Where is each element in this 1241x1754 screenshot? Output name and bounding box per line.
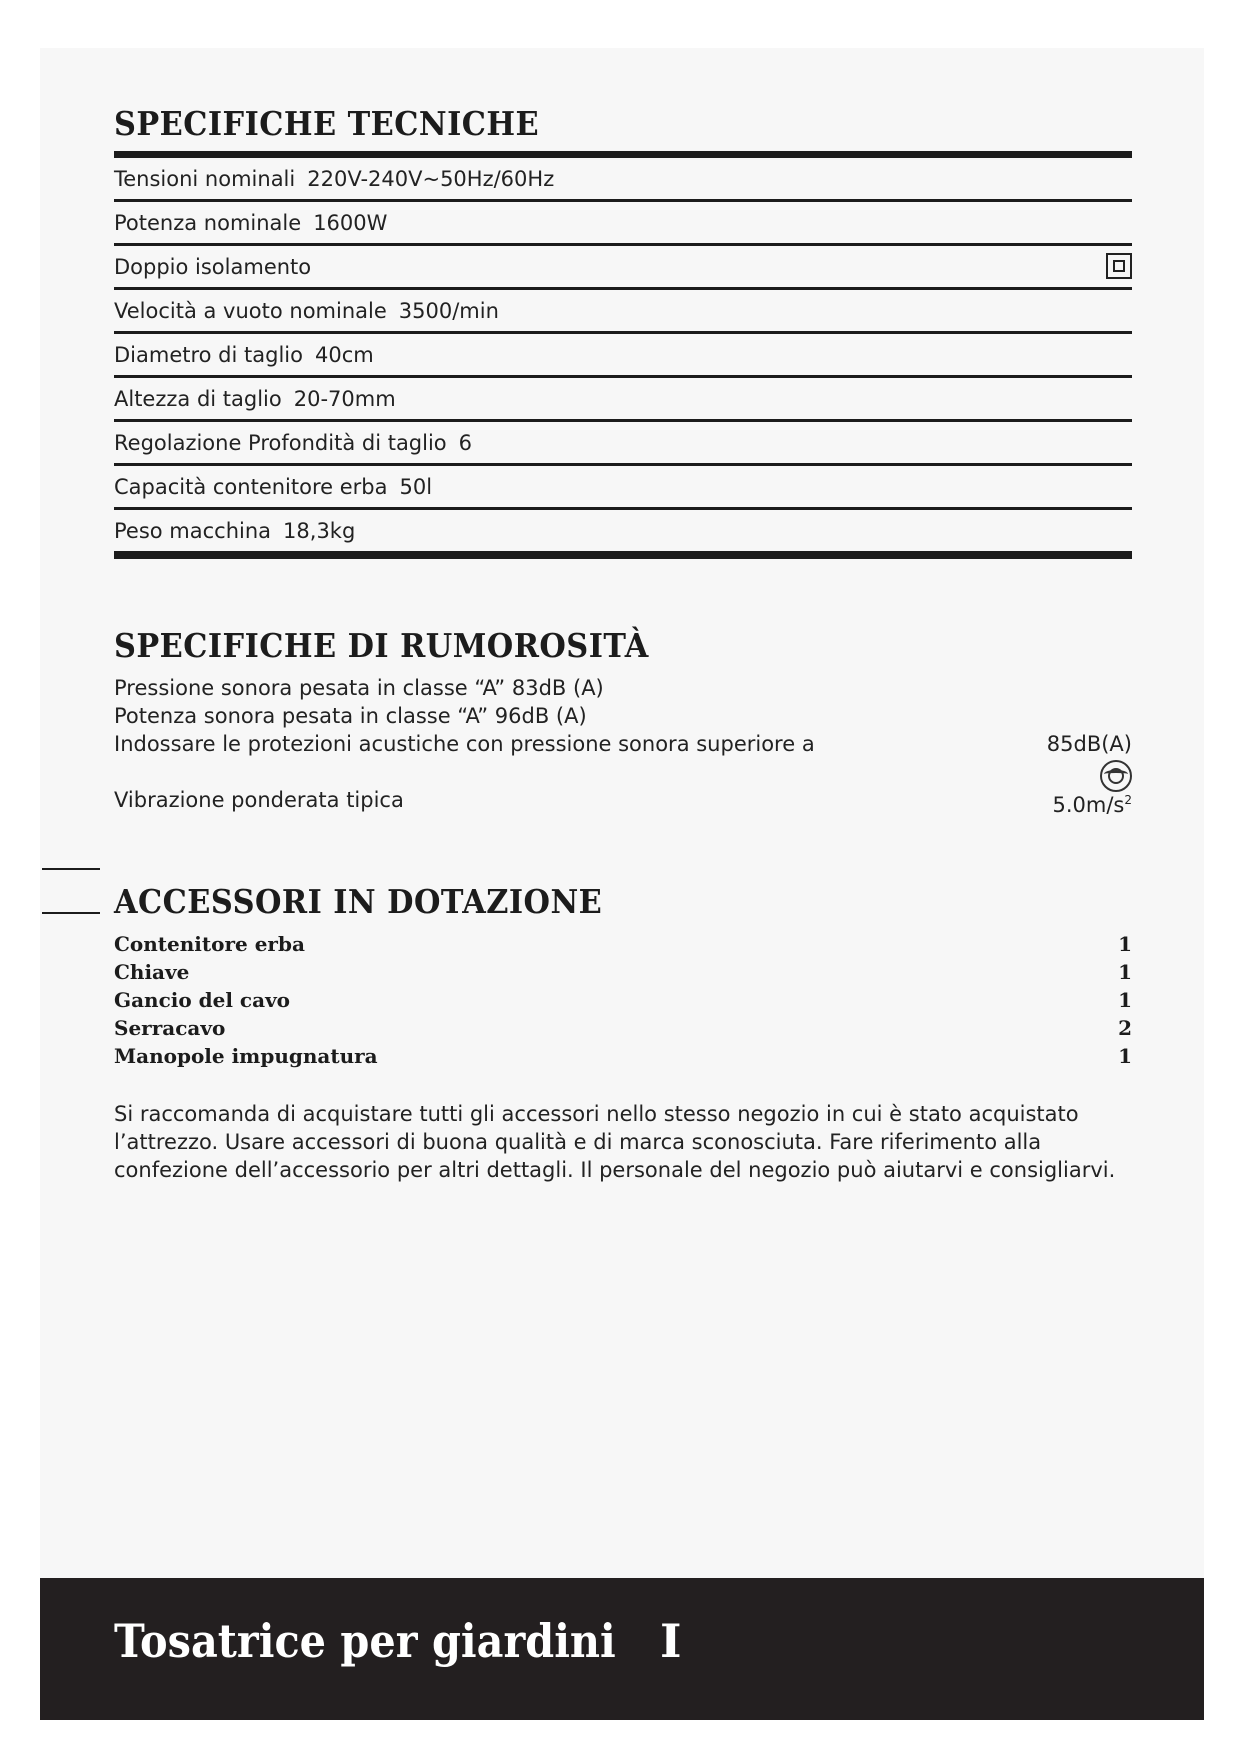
technical-specs-heading: SPECIFICHE TECNICHE <box>114 104 540 143</box>
spec-row-power <box>114 202 1132 246</box>
noise-specs <box>114 674 1132 817</box>
vibration-unit-exponent: 2 <box>1124 793 1132 807</box>
accessory-name: Manopole impugnatura <box>114 1044 378 1068</box>
spec-label: Altezza di taglio <box>114 386 282 411</box>
margin-marker <box>42 912 100 914</box>
accessory-item <box>114 986 1132 1014</box>
accessory-qty: 1 <box>1118 1044 1132 1068</box>
sound-pressure-line: Pressione sonora pesata in classe “A” 83dB (A) <box>114 676 604 700</box>
spec-row-cutting-height <box>114 378 1132 422</box>
accessory-qty: 1 <box>1118 932 1132 956</box>
accessory-name: Contenitore erba <box>114 932 305 956</box>
spec-row-no-load-speed <box>114 290 1132 334</box>
spec-row-cutting-diameter <box>114 334 1132 378</box>
ear-protection-value: 85dB(A) <box>1046 732 1132 756</box>
vibration-value: 5.0m/s <box>1052 793 1125 817</box>
spec-row-weight <box>114 510 1132 559</box>
ear-protection-label: Indossare le protezioni acustiche con pressione sonora superiore a <box>114 732 815 756</box>
accessory-item <box>114 1042 1132 1070</box>
spec-label: Capacità contenitore erba <box>114 474 388 499</box>
spec-row-double-insulation <box>114 246 1132 290</box>
noise-specs-heading: SPECIFICHE DI RUMOROSITÀ <box>114 626 649 665</box>
accessory-name: Gancio del cavo <box>114 988 291 1012</box>
accessory-item <box>114 1014 1132 1042</box>
accessory-name: Serracavo <box>114 1016 226 1040</box>
spec-label: Potenza nominale <box>114 210 302 235</box>
vibration-line <box>114 786 1132 817</box>
spec-value: 20-70mm <box>293 386 396 411</box>
spec-label: Diametro di taglio <box>114 342 303 367</box>
language-code: I <box>660 1614 682 1668</box>
accessory-qty: 2 <box>1118 1016 1132 1040</box>
product-title: Tosatrice per giardini <box>114 1614 616 1668</box>
spec-label: Regolazione Profondità di taglio <box>114 430 447 455</box>
technical-specs-table <box>114 151 1132 559</box>
ear-protection-line <box>114 730 1132 758</box>
spec-value: 220V-240V~50Hz/60Hz <box>307 166 555 191</box>
spec-row-voltage <box>114 158 1132 202</box>
footer-band <box>40 1578 1204 1720</box>
spec-value: 1600W <box>313 210 388 235</box>
spec-value: 40cm <box>314 342 374 367</box>
accessory-qty: 1 <box>1118 960 1132 984</box>
accessories-heading: ACCESSORI IN DOTAZIONE <box>114 882 603 921</box>
accessories-list <box>114 930 1132 1070</box>
spec-row-grass-box <box>114 466 1132 510</box>
vibration-label: Vibrazione ponderata tipica <box>114 788 404 812</box>
spec-label: Tensioni nominali <box>114 166 296 191</box>
spec-label: Doppio isolamento <box>114 254 312 279</box>
ear-protection-icon <box>1100 760 1132 792</box>
accessory-item <box>114 958 1132 986</box>
spec-label: Velocità a vuoto nominale <box>114 298 387 323</box>
accessory-name: Chiave <box>114 960 190 984</box>
spec-value: 50l <box>399 474 433 499</box>
spec-value: 6 <box>458 430 473 455</box>
accessories-note: Si raccomanda di acquistare tutti gli accessori nello stesso negozio in cui è stato acquistato l’attrezzo. Usare accessori di buona qualità e di marca sconosciuta. Fare riferimento alla confezione dell’accessorio per altri dettagli. Il personale del negozio può aiutarvi e consigliarvi. <box>114 1102 1116 1182</box>
spec-row-depth-adjustment <box>114 422 1132 466</box>
spec-value: 3500/min <box>398 298 499 323</box>
accessory-item <box>114 930 1132 958</box>
spec-value: 18,3kg <box>283 518 356 543</box>
sound-power-line: Potenza sonora pesata in classe “A” 96dB (A) <box>114 704 587 728</box>
spec-label: Peso macchina <box>114 518 272 543</box>
accessory-qty: 1 <box>1118 988 1132 1012</box>
double-insulation-icon <box>1106 253 1132 279</box>
margin-marker <box>42 868 100 870</box>
